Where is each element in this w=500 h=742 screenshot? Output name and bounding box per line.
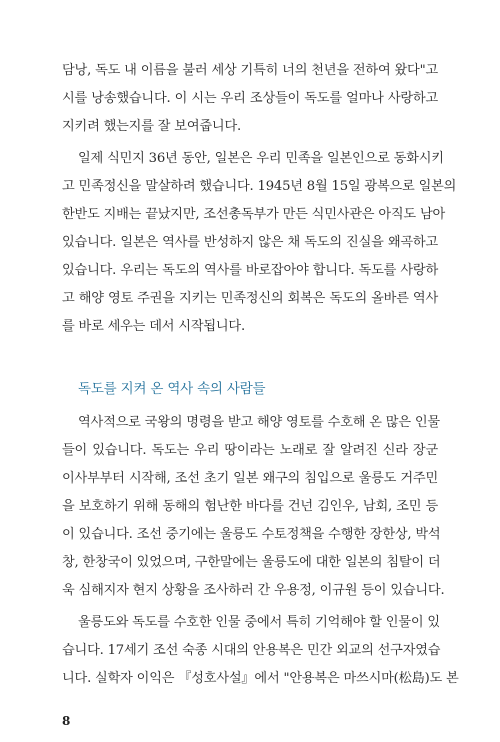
paragraph-2-line-3: 한반도 지배는 끝났지만, 조선총독부가 만든 식민사관은 아직도 남아 <box>62 207 446 222</box>
paragraph-1-line-1: 담낭, 독도 내 이름을 불러 세상 기특히 너의 천년을 전하여 왔다"고 <box>62 63 438 78</box>
paragraph-3-line-2: 들이 있습니다. 독도는 우리 땅이라는 노래로 잘 알려진 신라 장군 <box>62 443 438 458</box>
paragraph-3-line-4: 을 보호하기 위해 동해의 험난한 바다를 건넌 김인우, 남회, 조민 등 <box>62 499 438 514</box>
paragraph-3-line-3: 이사부부터 시작해, 조선 초기 일본 왜구의 침입으로 울릉도 거주민 <box>62 471 438 486</box>
page-number: 8 <box>62 714 71 728</box>
paragraph-4-line-2: 습니다. 17세기 조선 숙종 시대의 안용복은 민간 외교의 선구자였습 <box>62 643 441 658</box>
paragraph-3-line-6: 창, 한창국이 있었으며, 구한말에는 울릉도에 대한 일본의 침탈이 더 <box>62 555 441 570</box>
paragraph-2-line-7: 를 바로 세우는 데서 시작됩니다. <box>62 319 245 334</box>
paragraph-3-line-5: 이 있습니다. 조선 중기에는 울릉도 수토정책을 수행한 장한상, 박석 <box>62 527 441 542</box>
paragraph-3-line-7: 욱 심해지자 현지 상황을 조사하러 간 우용정, 이규원 등이 있습니다. <box>62 583 445 598</box>
paragraph-2-line-1: 일제 식민지 36년 동안, 일본은 우리 민족을 일본인으로 동화시키 <box>78 151 444 166</box>
paragraph-2-line-5: 있습니다. 우리는 독도의 역사를 바로잡아야 합니다. 독도를 사랑하 <box>62 263 438 278</box>
paragraph-2-line-6: 고 해양 영토 주권을 지키는 민족정신의 회복은 독도의 올바른 역사 <box>62 291 438 306</box>
paragraph-2-line-2: 고 민족정신을 말살하려 했습니다. 1945년 8월 15일 광복으로 일본의 <box>62 179 457 194</box>
paragraph-4-line-3: 니다. 실학자 이익은 『성호사설』에서 "안용복은 마쓰시마(松島)도 본 <box>62 671 459 686</box>
section-heading: 독도를 지켜 온 역사 속의 사람들 <box>78 381 266 397</box>
paragraph-2-line-4: 있습니다. 일본은 역사를 반성하지 않은 채 독도의 진실을 왜곡하고 <box>62 235 438 250</box>
paragraph-1-line-3: 지키려 했는지를 잘 보여줍니다. <box>62 119 241 134</box>
paragraph-1-line-2: 시를 낭송했습니다. 이 시는 우리 조상들이 독도를 얼마나 사랑하고 <box>62 91 438 106</box>
paragraph-3-line-1: 역사적으로 국왕의 명령을 받고 해양 영토를 수호해 온 많은 인물 <box>78 415 440 430</box>
paragraph-4-line-1: 울릉도와 독도를 수호한 인물 중에서 특히 기억해야 할 인물이 있 <box>78 615 440 630</box>
